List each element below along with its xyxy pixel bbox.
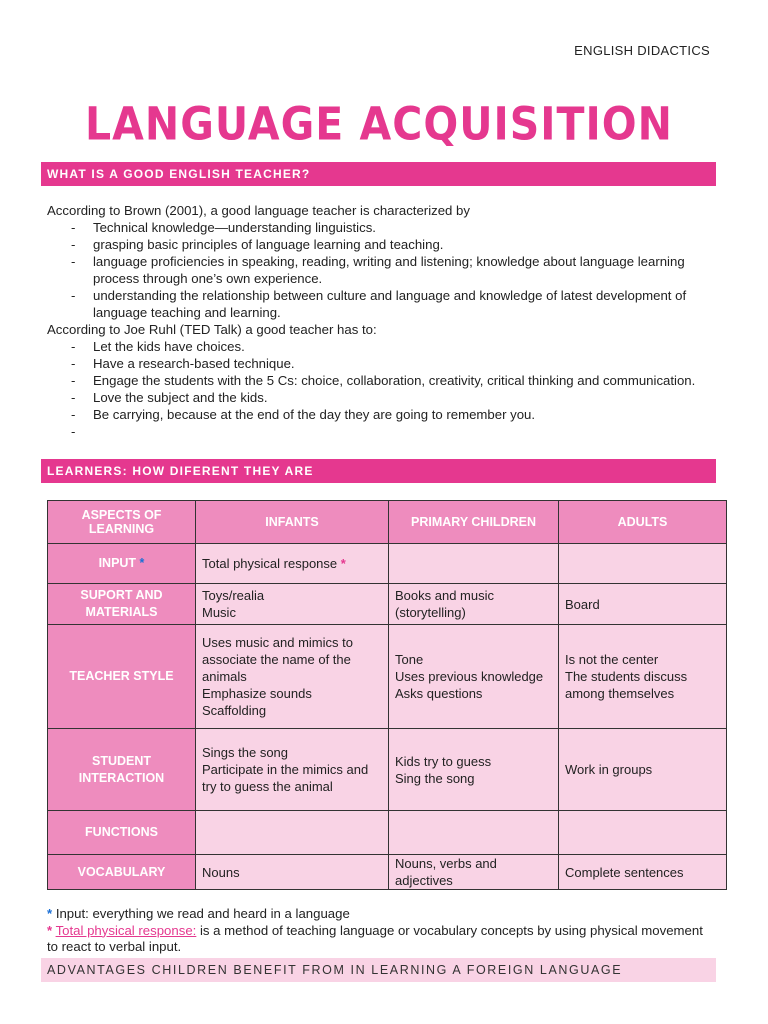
- list-item: - Have a research-based technique.: [47, 355, 717, 372]
- table-header-row: [48, 501, 727, 544]
- column-header-aspects: ASPECTS OF LEARNING: [48, 501, 196, 544]
- good-teacher-body: [47, 202, 717, 440]
- table-row: [48, 729, 727, 811]
- row-header-teacher-style: TEACHER STYLE: [48, 625, 196, 729]
- table-cell: Nouns: [196, 855, 389, 890]
- brown-list: [47, 219, 717, 321]
- brown-intro: According to Brown (2001), a good language teacher is characterized by: [47, 203, 470, 218]
- document-category: ENGLISH DIDACTICS: [574, 43, 710, 58]
- table-cell: [559, 811, 727, 855]
- table-cell: Board: [559, 584, 727, 625]
- section-heading-learners: LEARNERS: HOW DIFERENT THEY ARE: [41, 459, 716, 483]
- column-header-adults: ADULTS: [559, 501, 727, 544]
- table-cell: Toys/realia Music: [196, 584, 389, 625]
- column-header-infants: INFANTS: [196, 501, 389, 544]
- table-cell: Work in groups: [559, 729, 727, 811]
- table-cell: Sings the song Participate in the mimics and try to guess the animal: [196, 729, 389, 811]
- table-cell: Books and music (storytelling): [389, 584, 559, 625]
- footnote-marker: *: [340, 556, 346, 571]
- ruhl-list: [47, 338, 717, 440]
- page-title: LANGUAGE ACQUISITION: [85, 97, 673, 151]
- table-row: [48, 811, 727, 855]
- table-cell: [196, 811, 389, 855]
- row-header-support: SUPORT AND MATERIALS: [48, 584, 196, 625]
- section-heading-good-teacher: WHAT IS A GOOD ENGLISH TEACHER?: [41, 162, 716, 186]
- list-item: - language proficiencies in speaking, reading, writing and listening; knowledge about language learning process through one’s own experience.: [47, 253, 717, 287]
- section-heading-advantages: ADVANTAGES CHILDREN BENEFIT FROM IN LEARNING A FOREIGN LANGUAGE: [41, 958, 716, 982]
- ruhl-intro: According to Joe Ruhl (TED Talk) a good teacher has to:: [47, 322, 377, 337]
- table-row: [48, 584, 727, 625]
- table-cell: [559, 544, 727, 584]
- list-item: - Love the subject and the kids.: [47, 389, 717, 406]
- list-item: - grasping basic principles of language learning and teaching.: [47, 236, 717, 253]
- list-item: - Let the kids have choices.: [47, 338, 717, 355]
- table-row: [48, 855, 727, 890]
- table-cell: Kids try to guess Sing the song: [389, 729, 559, 811]
- footnotes: [47, 906, 717, 956]
- table-cell: Is not the center The students discuss among themselves: [559, 625, 727, 729]
- tpr-footnote: * Total physical response: is a method of teaching language or vocabulary concepts by using physical movement to react to verbal input.: [47, 922, 703, 954]
- footnote-marker: *: [47, 906, 53, 921]
- table-cell: [389, 544, 559, 584]
- row-header-functions: FUNCTIONS: [48, 811, 196, 855]
- row-header-vocabulary: VOCABULARY: [48, 855, 196, 890]
- table-cell: Total physical response *: [196, 544, 389, 584]
- table-cell: Tone Uses previous knowledge Asks questions: [389, 625, 559, 729]
- table-row: [48, 625, 727, 729]
- tpr-term-link[interactable]: Total physical response:: [55, 922, 197, 938]
- table-row: [48, 544, 727, 584]
- learners-table: [47, 500, 727, 890]
- table-cell: Nouns, verbs and adjectives: [389, 855, 559, 890]
- list-item: - Be carrying, because at the end of the day they are going to remember you.: [47, 406, 717, 423]
- list-item: - Technical knowledge—understanding linguistics.: [47, 219, 717, 236]
- table-cell: Uses music and mimics to associate the name of the animals Emphasize sounds Scaffolding: [196, 625, 389, 729]
- list-item: - Engage the students with the 5 Cs: choice, collaboration, creativity, critical thinking and communication.: [47, 372, 717, 389]
- footnote-marker: *: [47, 922, 53, 938]
- row-header-input: INPUT *: [48, 544, 196, 584]
- table-cell: Complete sentences: [559, 855, 727, 890]
- list-item: [47, 423, 717, 440]
- table-cell: [389, 811, 559, 855]
- input-footnote: * Input: everything we read and heard in a language: [47, 906, 350, 921]
- column-header-primary: PRIMARY CHILDREN: [389, 501, 559, 544]
- footnote-marker: *: [139, 556, 145, 570]
- list-item: - understanding the relationship between culture and language and knowledge of latest development of language teaching and learning.: [47, 287, 717, 321]
- row-header-student-interaction: STUDENT INTERACTION: [48, 729, 196, 811]
